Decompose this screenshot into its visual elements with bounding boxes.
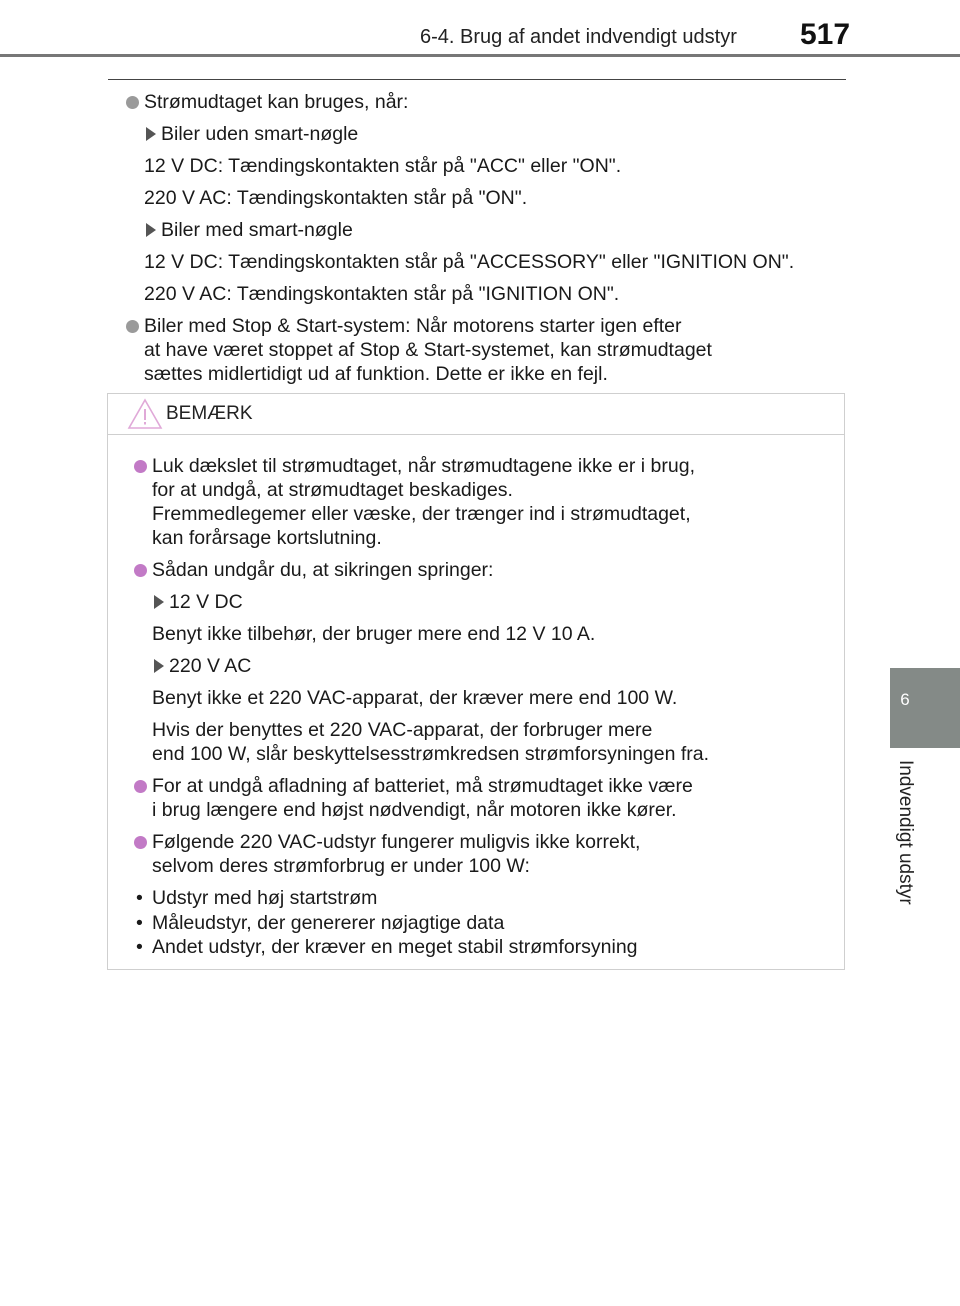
bullet-line: For at undgå afladning af batteriet, må strømudtaget ikke være bbox=[152, 775, 693, 797]
paragraph-line: Hvis der benyttes et 220 VAC-apparat, der forbruger mere bbox=[152, 719, 653, 741]
paragraph-line: end 100 W, slår beskyttelsesstrømkredsen strømforsyningen fra. bbox=[152, 743, 710, 765]
bullet-line: sættes midlertidigt ud af funktion. Dette er ikke en fejl. bbox=[144, 363, 608, 385]
subheading-text: Biler med smart-nøgle bbox=[161, 219, 353, 241]
bullet-line: kan forårsage kortslutning. bbox=[152, 527, 382, 549]
bullet-dot-icon bbox=[126, 96, 139, 109]
paragraph: 12 V DC: Tændingskontakten står på "ACCESSORY" eller "IGNITION ON". bbox=[144, 251, 795, 273]
equipment-list bbox=[134, 886, 834, 960]
bullet-dot-icon bbox=[126, 320, 139, 333]
subheading bbox=[144, 122, 846, 146]
bullet-text: Strømudtaget kan bruges, når: bbox=[144, 91, 409, 113]
notice-body bbox=[134, 454, 834, 960]
subheading bbox=[152, 590, 834, 614]
chapter-tab bbox=[890, 668, 960, 748]
main-content bbox=[126, 90, 846, 394]
notice-box bbox=[107, 393, 845, 970]
bullet-point-icon: • bbox=[136, 887, 143, 909]
bullet-line: i brug længere end højst nødvendigt, når motoren ikke kører. bbox=[152, 799, 677, 821]
list-item bbox=[134, 935, 834, 960]
subheading-text: 12 V DC bbox=[169, 591, 243, 613]
bullet-point-icon: • bbox=[136, 936, 143, 958]
bullet-text: Sådan undgår du, at sikringen springer: bbox=[152, 559, 494, 581]
bullet-line: Følgende 220 VAC-udstyr fungerer muligvis ikke korrekt, bbox=[152, 831, 641, 853]
header-rule bbox=[0, 54, 960, 57]
triangle-right-icon bbox=[154, 659, 164, 673]
bullet-line: Luk dækslet til strømudtaget, når strømudtagene ikke er i brug, bbox=[152, 455, 695, 477]
notice-title: BEMÆRK bbox=[166, 403, 253, 424]
bullet-line: at have været stoppet af Stop & Start-systemet, kan strømudtaget bbox=[144, 339, 712, 361]
paragraph: 220 V AC: Tændingskontakten står på "ON". bbox=[144, 187, 528, 209]
bullet-item bbox=[126, 90, 846, 114]
paragraph: Benyt ikke et 220 VAC-apparat, der kræver mere end 100 W. bbox=[152, 687, 678, 709]
bullet-item bbox=[126, 314, 846, 386]
page-number: 517 bbox=[800, 18, 851, 51]
paragraph: Benyt ikke tilbehør, der bruger mere end 12 V 10 A. bbox=[152, 623, 596, 645]
bullet-line: Biler med Stop & Start-system: Når motorens starter igen efter bbox=[144, 315, 682, 337]
bullet-line: selvom deres strømforbrug er under 100 W: bbox=[152, 855, 530, 877]
subheading-text: Biler uden smart-nøgle bbox=[161, 123, 359, 145]
bullet-dot-icon bbox=[134, 564, 147, 577]
bullet-dot-icon bbox=[134, 836, 147, 849]
list-item-text: Andet udstyr, der kræver en meget stabil strømforsyning bbox=[152, 936, 638, 958]
section-title: 6-4. Brug af andet indvendigt udstyr bbox=[420, 26, 737, 48]
notice-header bbox=[108, 394, 844, 435]
triangle-right-icon bbox=[146, 127, 156, 141]
bullet-dot-icon bbox=[134, 780, 147, 793]
list-item bbox=[134, 886, 834, 911]
page-header bbox=[0, 0, 960, 62]
paragraph: 12 V DC: Tændingskontakten står på "ACC" eller "ON". bbox=[144, 155, 622, 177]
bullet-item bbox=[134, 454, 834, 550]
bullet-item bbox=[134, 558, 834, 582]
triangle-right-icon bbox=[154, 595, 164, 609]
bullet-line: Fremmedlegemer eller væske, der trænger ind i strømudtaget, bbox=[152, 503, 691, 525]
subheading bbox=[144, 218, 846, 242]
paragraph bbox=[152, 718, 834, 766]
chapter-number: 6 bbox=[900, 690, 910, 709]
bullet-item bbox=[134, 774, 834, 822]
subheading bbox=[152, 654, 834, 678]
bullet-point-icon: • bbox=[136, 911, 143, 934]
bullet-line: for at undgå, at strømudtaget beskadiges. bbox=[152, 479, 513, 501]
triangle-right-icon bbox=[146, 223, 156, 237]
list-item-text: Måleudstyr, der genererer nøjagtige data bbox=[152, 911, 505, 934]
chapter-label: Indvendigt udstyr bbox=[895, 760, 916, 905]
warning-icon bbox=[127, 398, 163, 430]
content-top-rule bbox=[108, 79, 846, 80]
paragraph: 220 V AC: Tændingskontakten står på "IGNITION ON". bbox=[144, 283, 620, 305]
bullet-dot-icon bbox=[134, 460, 147, 473]
subheading-text: 220 V AC bbox=[169, 655, 252, 677]
list-item bbox=[134, 911, 834, 936]
list-item-text: Udstyr med høj startstrøm bbox=[152, 887, 378, 909]
bullet-item bbox=[134, 830, 834, 878]
